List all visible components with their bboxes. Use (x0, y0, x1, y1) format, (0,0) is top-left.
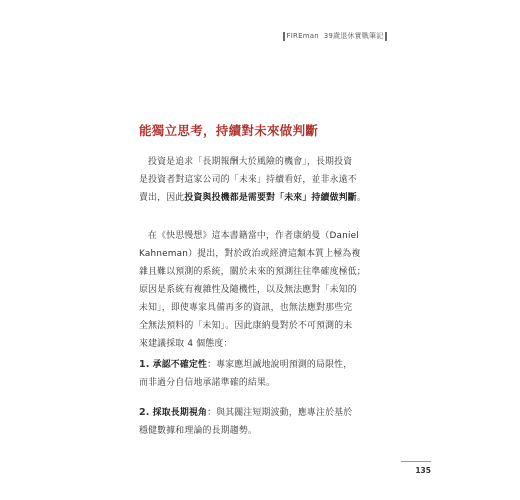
paragraph-2-line-6: 全無法預料的「未知」。因此康納曼對於不可預測的未 (139, 321, 353, 331)
paragraph-2-line-2: Kahneman）提出，對於政治或經濟這類本質上極為複 (139, 249, 361, 259)
paragraph-1-emphasis: 投資與投機都是需要對「未來」持續做判斷 (184, 193, 357, 203)
numbered-point-1 (139, 356, 383, 392)
paragraph-1-line-2: 是投資者對這家公司的「未來」持續看好，並非永遠不 (139, 175, 357, 185)
point-2-heading: 採取長期視角 (152, 408, 208, 418)
paragraph-2-line-1: 在《快思慢想》這本書籍當中，作者康納曼（Daniel (148, 231, 359, 241)
paragraph-2-line-5: 未知」，即使專家具備再多的資訊，也無法應對那些完 (139, 303, 353, 313)
point-2-text-1: ：與其關注短期波動，應專注於基於 (207, 408, 353, 418)
point-1-number: 1. (139, 359, 150, 370)
header-right-bar (385, 32, 387, 41)
page-number: 135 (415, 466, 431, 475)
point-1-text-1: ：專家應坦誠地說明預測的局限性， (207, 360, 353, 370)
point-1-line-2: 而非過分自信地承諾準確的結果。 (139, 378, 276, 388)
paragraph-1 (139, 153, 383, 207)
paragraph-1-line-3-end: 。 (356, 193, 366, 203)
running-header (283, 30, 387, 42)
header-brand: FIREman (286, 32, 319, 40)
paragraph-1-line-3 (139, 189, 383, 207)
page-number-rule (401, 461, 431, 462)
paragraph-2-line-4: 原因是系統有複雜性及隨機性，以及無法應對「未知的 (139, 285, 357, 295)
paragraph-2-line-7: 來建議採取 4 個態度： (139, 339, 233, 349)
point-1-line-1 (139, 356, 383, 374)
point-2-number: 2. (139, 407, 150, 418)
page-footer (401, 461, 431, 479)
numbered-point-2 (139, 404, 383, 440)
paragraph-2 (139, 227, 383, 353)
point-1-heading: 承認不確定性 (152, 360, 208, 370)
header-text (285, 31, 385, 41)
point-2-line-2: 穩健數據和理論的長期趨勢。 (139, 426, 257, 436)
point-2-line-1 (139, 404, 383, 422)
paragraph-1-line-1: 投資是追求「長期報酬大於風險的機會」，長期投資 (148, 157, 353, 167)
section-title: 能獨立思考，持續對未來做判斷 (139, 123, 319, 138)
paragraph-1-line-3-plain: 賣出，因此 (139, 193, 185, 203)
paragraph-2-line-3: 雜且難以預測的系統，關於未來的預測往往準確度極低； (139, 267, 366, 277)
header-subtitle: 39歲退休實戰筆記 (323, 32, 384, 40)
